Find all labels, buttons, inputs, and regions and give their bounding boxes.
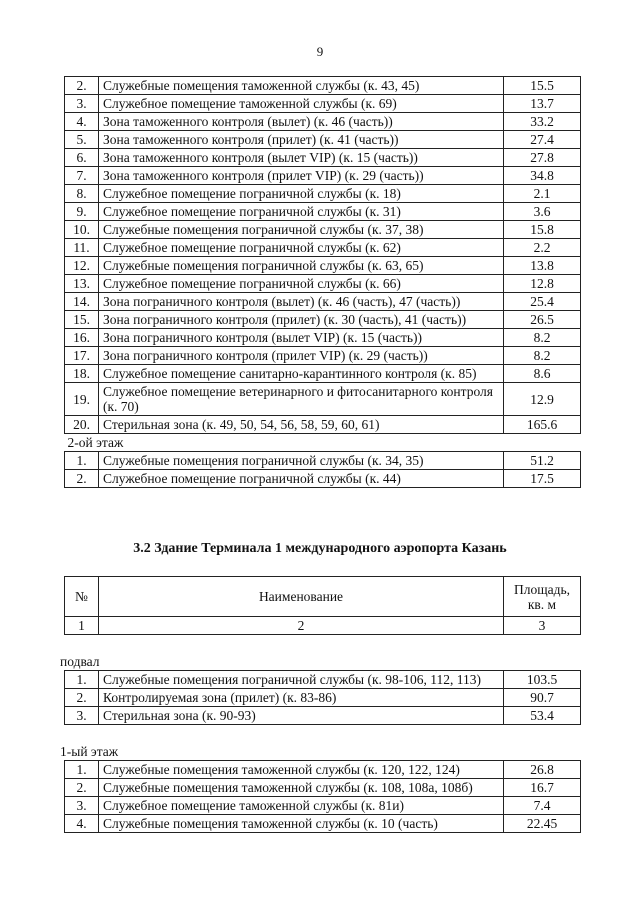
row-name: Служебные помещения пограничной службы (к. 98-106, 112, 113) <box>99 671 504 689</box>
table-row <box>65 416 581 434</box>
header-area: Площадь, кв. м <box>504 577 581 617</box>
row-number: 8. <box>65 185 99 203</box>
row-area: 8.2 <box>504 329 581 347</box>
row-name: Служебное помещение пограничной службы (к. 18) <box>99 185 504 203</box>
row-name: Служебное помещение пограничной службы (к. 62) <box>99 239 504 257</box>
table-row <box>65 689 581 707</box>
row-name: Зона пограничного контроля (вылет) (к. 46 (часть), 47 (часть)) <box>99 293 504 311</box>
row-number: 3. <box>65 707 99 725</box>
row-name: Служебные помещения таможенной службы (к. 43, 45) <box>99 77 504 95</box>
table-row <box>65 707 581 725</box>
table-row <box>65 167 581 185</box>
table-row <box>65 185 581 203</box>
floor2-label: 2-ой этаж <box>67 435 124 450</box>
row-name: Стерильная зона (к. 90-93) <box>99 707 504 725</box>
row-number: 2. <box>65 77 99 95</box>
table-row <box>65 329 581 347</box>
table-row <box>65 149 581 167</box>
row-number: 2. <box>65 779 99 797</box>
row-name: Зона пограничного контроля (вылет VIP) (к. 15 (часть)) <box>99 329 504 347</box>
row-number: 2. <box>65 470 99 488</box>
page-number: 9 <box>316 44 324 59</box>
row-area: 12.8 <box>504 275 581 293</box>
row-name: Служебное помещение пограничной службы (к. 44) <box>99 470 504 488</box>
row-number: 18. <box>65 365 99 383</box>
row-number: 1. <box>65 452 99 470</box>
row-area: 53.4 <box>504 707 581 725</box>
header-name: Наименование <box>99 577 504 617</box>
row-area: 103.5 <box>504 671 581 689</box>
row-name: Контролируемая зона (прилет) (к. 83-86) <box>99 689 504 707</box>
row-area: 27.4 <box>504 131 581 149</box>
row-area: 2.1 <box>504 185 581 203</box>
index-area: 3 <box>504 617 581 635</box>
row-number: 19. <box>65 383 99 416</box>
row-number: 5. <box>65 131 99 149</box>
row-number: 1. <box>65 761 99 779</box>
row-name: Зона таможенного контроля (вылет) (к. 46 (часть)) <box>99 113 504 131</box>
row-number: 4. <box>65 815 99 833</box>
row-area: 26.8 <box>504 761 581 779</box>
floor1-label: 1-ый этаж <box>60 744 119 759</box>
row-name: Стерильная зона (к. 49, 50, 54, 56, 58, 59, 60, 61) <box>99 416 504 434</box>
table-row <box>65 95 581 113</box>
table-row <box>65 77 581 95</box>
table-row <box>65 221 581 239</box>
table-row <box>65 779 581 797</box>
row-name: Зона таможенного контроля (вылет VIP) (к. 15 (часть)) <box>99 149 504 167</box>
row-area: 165.6 <box>504 416 581 434</box>
rooms-table-terminal <box>64 76 581 488</box>
table-row <box>65 815 581 833</box>
row-number: 11. <box>65 239 99 257</box>
row-name: Зона таможенного контроля (прилет VIP) (к. 29 (часть)) <box>99 167 504 185</box>
header-num: № <box>65 577 99 617</box>
row-name: Служебное помещение таможенной службы (к. 69) <box>99 95 504 113</box>
table-row <box>65 239 581 257</box>
index-num: 1 <box>65 617 99 635</box>
row-area: 3.6 <box>504 203 581 221</box>
row-name: Служебное помещение таможенной службы (к. 81и) <box>99 797 504 815</box>
row-area: 8.2 <box>504 347 581 365</box>
row-number: 13. <box>65 275 99 293</box>
row-number: 16. <box>65 329 99 347</box>
row-area: 25.4 <box>504 293 581 311</box>
row-area: 15.8 <box>504 221 581 239</box>
row-area: 90.7 <box>504 689 581 707</box>
row-name: Служебное помещение санитарно-карантинного контроля (к. 85) <box>99 365 504 383</box>
row-name: Служебные помещения пограничной службы (к. 37, 38) <box>99 221 504 239</box>
rooms-table-header <box>64 576 581 635</box>
row-name: Зона пограничного контроля (прилет) (к. 30 (часть), 41 (часть)) <box>99 311 504 329</box>
row-area: 15.5 <box>504 77 581 95</box>
row-number: 12. <box>65 257 99 275</box>
row-name: Зона таможенного контроля (прилет) (к. 41 (часть)) <box>99 131 504 149</box>
row-number: 2. <box>65 689 99 707</box>
row-name: Служебные помещения пограничной службы (к. 34, 35) <box>99 452 504 470</box>
floor1-table <box>64 760 581 833</box>
row-number: 17. <box>65 347 99 365</box>
row-area: 51.2 <box>504 452 581 470</box>
row-area: 26.5 <box>504 311 581 329</box>
basement-table <box>64 670 581 725</box>
row-number: 3. <box>65 797 99 815</box>
row-name: Служебные помещения пограничной службы (к. 63, 65) <box>99 257 504 275</box>
row-area: 13.8 <box>504 257 581 275</box>
row-name: Служебные помещения таможенной службы (к. 10 (часть) <box>99 815 504 833</box>
row-area: 27.8 <box>504 149 581 167</box>
row-area: 12.9 <box>504 383 581 416</box>
row-name: Служебные помещения таможенной службы (к. 120, 122, 124) <box>99 761 504 779</box>
row-area: 34.8 <box>504 167 581 185</box>
row-name: Служебное помещение пограничной службы (к. 66) <box>99 275 504 293</box>
row-number: 15. <box>65 311 99 329</box>
row-name: Служебное помещение пограничной службы (к. 31) <box>99 203 504 221</box>
row-area: 2.2 <box>504 239 581 257</box>
table-row <box>65 311 581 329</box>
row-number: 3. <box>65 95 99 113</box>
table-row <box>65 452 581 470</box>
row-area: 7.4 <box>504 797 581 815</box>
section-title: 3.2 Здание Терминала 1 международного аэропорта Казань <box>133 541 507 556</box>
row-name: Зона пограничного контроля (прилет VIP) (к. 29 (часть)) <box>99 347 504 365</box>
table-row <box>65 761 581 779</box>
table-row <box>65 131 581 149</box>
table-row <box>65 203 581 221</box>
row-area: 16.7 <box>504 779 581 797</box>
table-row <box>65 347 581 365</box>
table-row <box>65 365 581 383</box>
row-number: 20. <box>65 416 99 434</box>
table-row <box>65 470 581 488</box>
table-row <box>65 797 581 815</box>
row-area: 13.7 <box>504 95 581 113</box>
row-number: 9. <box>65 203 99 221</box>
table-row <box>65 671 581 689</box>
basement-label: подвал <box>60 654 100 669</box>
row-area: 17.5 <box>504 470 581 488</box>
row-number: 10. <box>65 221 99 239</box>
row-number: 4. <box>65 113 99 131</box>
row-number: 1. <box>65 671 99 689</box>
table-row <box>65 383 581 416</box>
table-row <box>65 293 581 311</box>
row-number: 7. <box>65 167 99 185</box>
table-row <box>65 275 581 293</box>
row-area: 8.6 <box>504 365 581 383</box>
index-name: 2 <box>99 617 504 635</box>
row-name: Служебные помещения таможенной службы (к. 108, 108а, 108б) <box>99 779 504 797</box>
row-area: 33.2 <box>504 113 581 131</box>
table-row <box>65 257 581 275</box>
row-area: 22.45 <box>504 815 581 833</box>
row-name: Служебное помещение ветеринарного и фитосанитарного контроля (к. 70) <box>99 383 504 416</box>
row-number: 6. <box>65 149 99 167</box>
row-number: 14. <box>65 293 99 311</box>
table-row <box>65 113 581 131</box>
